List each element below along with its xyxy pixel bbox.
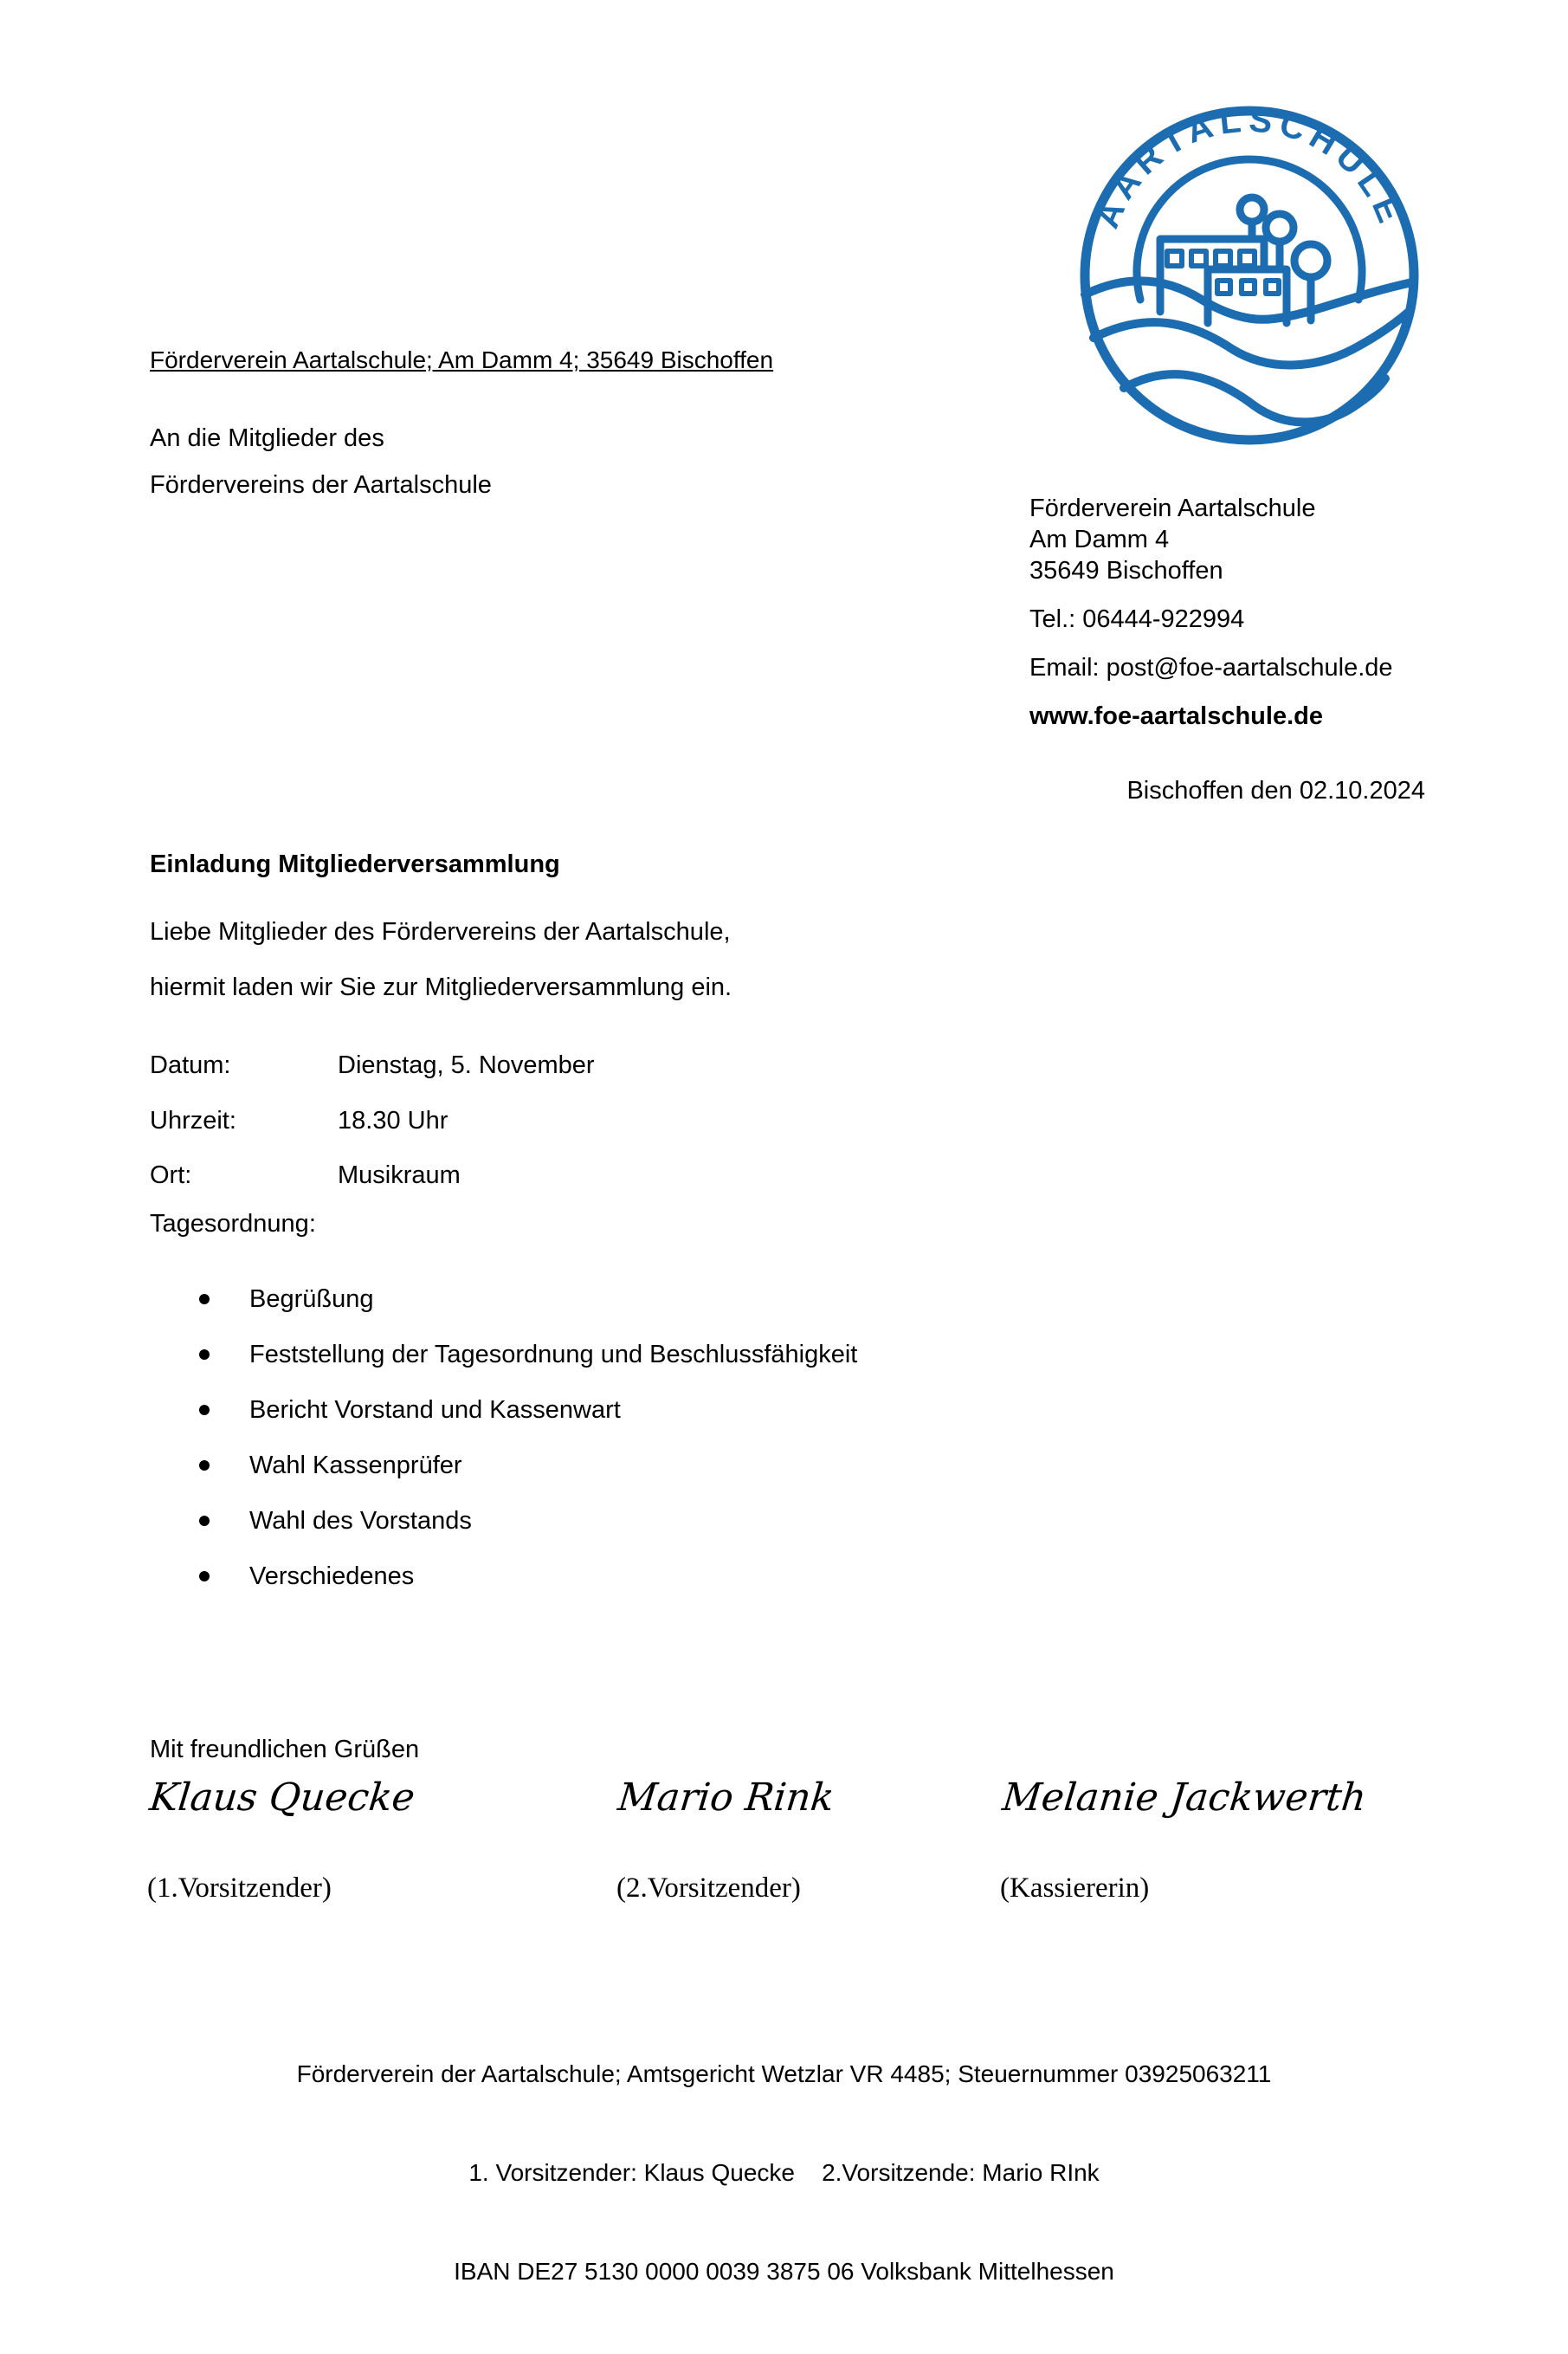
- list-item: [150, 1452, 857, 1507]
- signature-role-3: (Kassiererin): [1000, 1872, 1150, 1904]
- salutation-line-2: hiermit laden wir Sie zur Mitgliederversammlung ein.: [150, 973, 732, 1001]
- signature-klaus-quecke: Klaus Quecke: [147, 1775, 417, 1820]
- footer-line-1: Förderverein der Aartalschule; Amtsgericht Wetzlar VR 4485; Steuernummer 03925063211: [296, 2060, 1272, 2087]
- school-logo: [1076, 102, 1423, 449]
- bullet-icon: [199, 1516, 210, 1526]
- detail-row-datum: [150, 1051, 595, 1080]
- list-item: [150, 1341, 857, 1396]
- contact-street: Am Damm 4: [1029, 526, 1170, 553]
- list-item: [150, 1507, 857, 1562]
- agenda-heading: Tagesordnung:: [150, 1210, 316, 1238]
- footer-line-2: 1. Vorsitzender: Klaus Quecke 2.Vorsitzende: Mario RInk: [468, 2159, 1100, 2186]
- contact-email: Email: post@foe-aartalschule.de: [1029, 654, 1393, 682]
- detail-row-uhrzeit: [150, 1107, 448, 1135]
- contact-city: 35649 Bischoffen: [1029, 557, 1223, 585]
- bullet-icon: [199, 1460, 210, 1471]
- signature-melanie-jackwerth: Melanie Jackwerth: [1000, 1775, 1369, 1820]
- agenda-item-text: Wahl des Vorstands: [249, 1507, 472, 1535]
- contact-website: www.foe-aartalschule.de: [1029, 702, 1323, 730]
- detail-label: Uhrzeit:: [150, 1107, 236, 1135]
- agenda-item-text: Verschiedenes: [249, 1562, 415, 1590]
- bullet-icon: [199, 1294, 210, 1304]
- agenda-list: [150, 1285, 857, 1618]
- agenda-item-text: Bericht Vorstand und Kassenwart: [249, 1396, 621, 1424]
- list-item: [150, 1396, 857, 1452]
- agenda-item-text: Wahl Kassenprüfer: [249, 1452, 462, 1479]
- detail-value: 18.30 Uhr: [338, 1107, 448, 1135]
- salutation-line-1: Liebe Mitglieder des Fördervereins der Aartalschule,: [150, 918, 731, 946]
- detail-value: Musikraum: [338, 1161, 461, 1189]
- bullet-icon: [199, 1349, 210, 1360]
- bullet-icon: [199, 1405, 210, 1415]
- footer-line-3: IBAN DE27 5130 0000 0039 3875 06 Volksbank Mittelhessen: [454, 2258, 1114, 2285]
- signature-mario-rink: Mario Rink: [616, 1775, 836, 1820]
- detail-row-ort: [150, 1161, 461, 1190]
- date-line: Bischoffen den 02.10.2024: [1126, 777, 1425, 805]
- contact-block: [1029, 493, 1393, 732]
- list-item: [150, 1562, 857, 1618]
- signature-role-1: (1.Vorsitzender): [147, 1872, 332, 1904]
- list-item: [150, 1285, 857, 1341]
- detail-label: Datum:: [150, 1051, 231, 1079]
- school-logo-graphic: [1076, 102, 1423, 449]
- logo-school-name: AARTALSCHULE: [1087, 102, 1411, 234]
- sender-return-address: Förderverein Aartalschule; Am Damm 4; 35649 Bischoffen: [150, 346, 774, 373]
- agenda-item-text: Begrüßung: [249, 1285, 374, 1313]
- recipient-line-1: An die Mitglieder des: [150, 424, 384, 452]
- contact-org: Förderverein Aartalschule: [1029, 495, 1316, 522]
- agenda-item-text: Feststellung der Tagesordnung und Beschlussfähigkeit: [249, 1341, 858, 1368]
- subject-line: Einladung Mitgliederversammlung: [150, 850, 560, 878]
- contact-tel: Tel.: 06444-922994: [1029, 605, 1245, 633]
- letter-footer: [0, 1992, 1568, 2354]
- detail-label: Ort:: [150, 1161, 192, 1189]
- signature-role-2: (2.Vorsitzender): [616, 1872, 801, 1904]
- recipient-line-2: Fördervereins der Aartalschule: [150, 471, 492, 499]
- detail-value: Dienstag, 5. November: [338, 1051, 595, 1079]
- closing-line: Mit freundlichen Grüßen: [150, 1736, 420, 1763]
- bullet-icon: [199, 1571, 210, 1581]
